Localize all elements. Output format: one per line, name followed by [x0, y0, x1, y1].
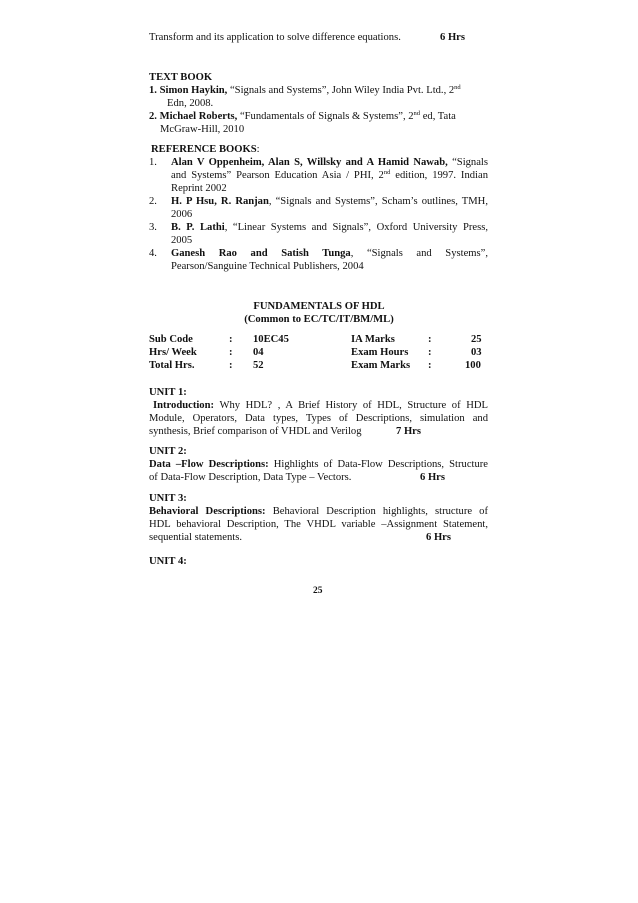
unit-1-line-3: synthesis, Brief comparison of VHDL and Verilog — [149, 426, 362, 437]
ref-2-line-1 — [171, 195, 488, 208]
text-book-2-author: Michael Roberts, — [159, 111, 238, 122]
subject-subtitle: (Common to EC/TC/IT/BM/ML) — [244, 314, 394, 325]
text-book-heading: TEXT BOOK — [149, 72, 213, 83]
unit-1-line-2: Module, Operators, Data types, Types of Descriptions, simulation and — [149, 413, 488, 424]
top-line-hours: 6 Hrs — [440, 32, 466, 43]
unit-1-hours: 7 Hrs — [396, 426, 422, 437]
ref-2-num: 2. — [149, 196, 157, 207]
ref-1-line-3: Reprint 2002 — [171, 183, 227, 194]
meta-3-val2: 100 — [465, 360, 481, 371]
ref-1-line-2 — [171, 169, 488, 182]
text-book-2-text2: ed, Tata — [420, 111, 456, 122]
unit-2-l1: Highlights of Data-Flow Descriptions, Structure — [268, 459, 488, 470]
meta-1-val1: 10EC45 — [253, 334, 289, 345]
unit-1-title: Introduction: — [153, 400, 215, 411]
ref-1-sup: nd — [383, 169, 391, 176]
unit-2-hours: 6 Hrs — [420, 472, 446, 483]
meta-1-val2: 25 — [471, 334, 482, 345]
meta-3-key1: Total Hrs. — [149, 360, 195, 371]
unit-3-line-1 — [149, 505, 488, 518]
ref-4-author: Ganesh Rao and Satish Tunga — [171, 248, 351, 259]
text-book-item-2 — [149, 110, 456, 123]
ref-3-line-1 — [171, 221, 488, 234]
text-book-item-1 — [149, 84, 461, 97]
meta-2-colon2: : — [428, 347, 432, 358]
text-book-2-cont: McGraw-Hill, 2010 — [160, 124, 245, 135]
subject-title: FUNDAMENTALS OF HDL — [253, 301, 385, 312]
meta-1-colon1: : — [229, 334, 233, 345]
page-number: 25 — [313, 586, 323, 596]
reference-books-heading-row — [151, 143, 260, 156]
ref-4-line-2: Pearson/Sanguine Technical Publishers, 2004 — [171, 261, 364, 272]
ref-4-num: 4. — [149, 248, 157, 259]
unit-2-line-1 — [149, 458, 488, 471]
meta-3-colon2: : — [428, 360, 432, 371]
meta-3-colon1: : — [229, 360, 233, 371]
meta-1-colon2: : — [428, 334, 432, 345]
ref-1-line2a: and Systems” Pearson Education Asia / PHI, 2 — [171, 170, 384, 181]
ref-4-text: , “Signals and Systems”, — [350, 248, 488, 259]
meta-3-key2: Exam Marks — [351, 360, 411, 371]
unit-3-line-2: HDL behavioral Description, The VHDL variable –Assignment Statement, — [149, 519, 488, 530]
ref-2-text: , “Signals and Systems”, Scham’s outlines, TMH, — [268, 196, 488, 207]
ref-1-num: 1. — [149, 157, 157, 168]
text-book-1-text: “Signals and Systems”, John Wiley India Pvt. Ltd., 2 — [229, 85, 455, 96]
ref-1-text: “Signals — [447, 157, 488, 168]
text-book-2-text: “Fundamentals of Signals & Systems”, 2 — [239, 111, 414, 122]
unit-3-label: UNIT 3: — [149, 493, 187, 504]
meta-2-key2: Exam Hours — [351, 347, 409, 358]
ref-3-text: , “Linear Systems and Signals”, Oxford University Press, — [224, 222, 489, 233]
top-line-text: Transform and its application to solve difference equations. — [149, 32, 401, 43]
unit-1-line-1 — [153, 399, 488, 412]
unit-4-label: UNIT 4: — [149, 556, 187, 567]
ref-4-line-1 — [171, 247, 488, 260]
unit-1-l1: Why HDL? , A Brief History of HDL, Structure of HDL — [214, 400, 488, 411]
ref-3-num: 3. — [149, 222, 157, 233]
meta-1-key1: Sub Code — [149, 334, 193, 345]
ref-1-line-1 — [171, 156, 488, 169]
text-book-2-sup: nd — [413, 110, 421, 117]
unit-3-line-3: sequential statements. — [149, 532, 242, 543]
ref-2-line-2: 2006 — [171, 209, 193, 220]
ref-3-author: B. P. Lathi — [171, 222, 225, 233]
text-book-2-num: 2. — [149, 111, 157, 122]
unit-2-title: Data –Flow Descriptions: — [149, 459, 269, 470]
reference-books-heading: REFERENCE BOOKS — [151, 144, 257, 155]
meta-2-val2: 03 — [471, 347, 482, 358]
meta-3-val1: 52 — [253, 360, 264, 371]
reference-books-colon: : — [256, 144, 260, 155]
ref-1-line2b: edition, 1997. Indian — [390, 170, 488, 181]
text-book-1-num: 1. — [149, 85, 157, 96]
ref-2-author: H. P Hsu, R. Ranjan — [171, 196, 269, 207]
ref-3-line-2: 2005 — [171, 235, 193, 246]
unit-2-line-2: of Data-Flow Description, Data Type – Vectors. — [149, 472, 352, 483]
meta-2-key1: Hrs/ Week — [149, 347, 197, 358]
meta-2-val1: 04 — [253, 347, 264, 358]
unit-3-hours: 6 Hrs — [426, 532, 452, 543]
unit-1-label: UNIT 1: — [149, 387, 187, 398]
meta-2-colon1: : — [229, 347, 233, 358]
unit-3-l1: Behavioral Description highlights, structure of — [265, 506, 489, 517]
text-book-1-cont: Edn, 2008. — [167, 98, 214, 109]
unit-2-label: UNIT 2: — [149, 446, 187, 457]
unit-3-title: Behavioral Descriptions: — [149, 506, 266, 517]
text-book-1-sup: nd — [454, 84, 461, 91]
ref-1-author: Alan V Oppenheim, Alan S, Willsky and A Hamid Nawab, — [171, 157, 448, 168]
meta-1-key2: IA Marks — [351, 334, 395, 345]
text-book-1-author: Simon Haykin, — [159, 85, 228, 96]
